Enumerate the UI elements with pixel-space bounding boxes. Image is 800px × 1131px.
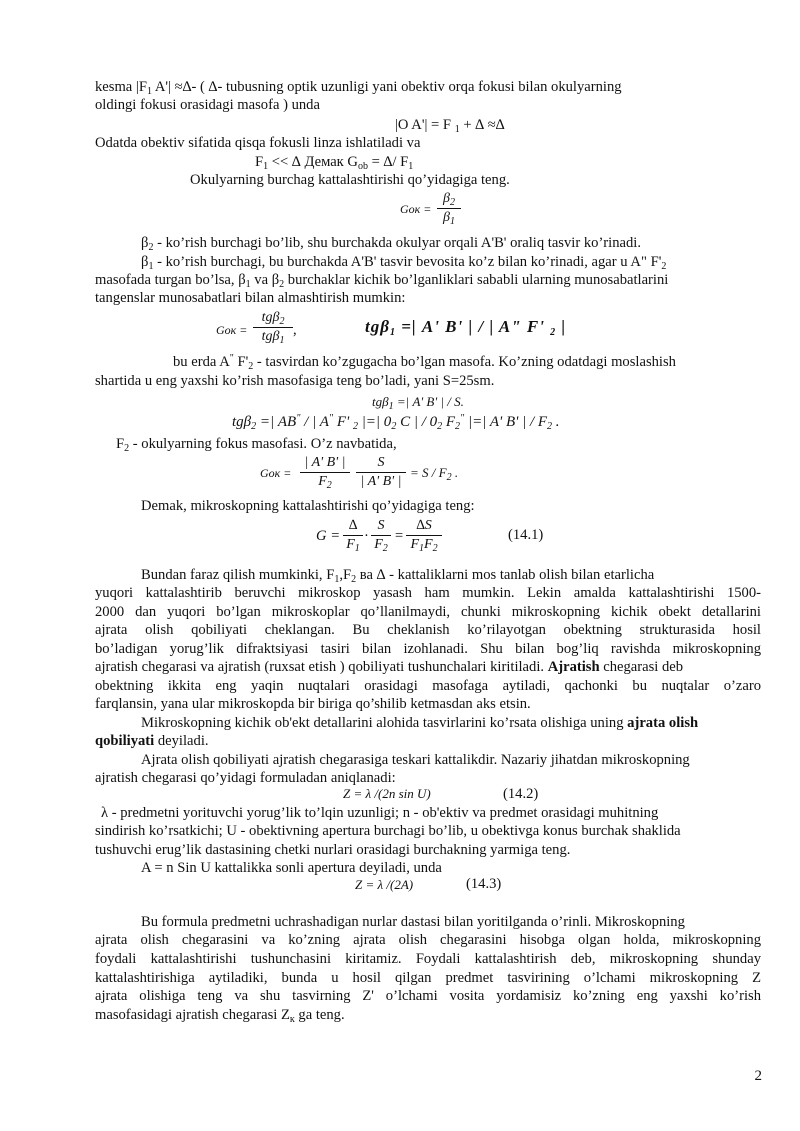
text-line: $\beta_2$ - ko’rish burchagi bo’lib, shu burchakda okulyar orqali A'B' oraliq tasvir ko’rinadi.: [141, 235, 641, 253]
formula-gok2-lhs: Gок =: [216, 323, 248, 337]
text-line: Mikroskopning kichik ob'ekt detallarini alohida tasvirlarini ko’rsata olishiga uning ajrata olish: [141, 715, 699, 731]
formula-tgb1-s: tgβ$_1$ =| A' B' | / S.: [372, 394, 464, 412]
formula-z1: Z = λ /(2n sin U): [343, 786, 431, 801]
text-line: tushuvchi erug’lik dastasining chetki nurlari orasidagi burchakning yarmiga teng.: [95, 842, 571, 858]
text-line: λ - predmetni yorituvchi yorug’lik to’lqin uzunligi; n - ob'ektiv va predmet orasidagi muhitning: [101, 805, 659, 821]
formula-gok2-tail: ,: [293, 322, 297, 338]
formula-g-fraction-1: ∆ $F_1$: [343, 518, 363, 553]
formula-gob: $F_1$ << ∆ Демак $G_{ob}$ = ∆/ $F_1$: [255, 154, 414, 172]
formula-tgb1: tgβ$_1$ =| A' B' | / | A" F' $_2$ |: [365, 317, 567, 338]
text-line: Demak, mikroskopning kattalashtirishi qo’yidagiga teng:: [141, 498, 475, 514]
text-line: Ajrata olish qobiliyati ajratish chegarasiga teskari kattalikdir. Nazariy jihatdan mikroskopning: [141, 752, 690, 768]
text-line: kesma $|F_1$ A'| ≈∆- ( ∆- tubusning optik uzunligi yani obektiv orqa fokusi bilan okulyarning: [95, 79, 622, 97]
formula-tgb2: tgβ$_2$ =| AB" / | A" F' $_2$ |=| $0_2$ C | / $0_2$ $F_2^"$ |=| A' B' | / $F_2$ .: [232, 413, 560, 432]
formula-oa: |O A'| = F $_1$ + ∆ ≈∆: [395, 117, 505, 135]
text-line: obektning ikkita eng yaqin nuqtalari orasidagi masofaga aytiladi, qachonki bu nuqtalar o’zaro: [95, 678, 761, 694]
formula-gok3-fraction-2: S | A' B' |: [356, 455, 406, 490]
text-line: Odatda obektiv sifatida qisqa fokusli linza ishlatiladi va: [95, 135, 421, 151]
text-line: qobiliyati deyiladi.: [95, 733, 209, 749]
formula-g-dot: ·: [364, 528, 369, 544]
text-line: sindirish ko’rsatkichi; U - obektivning apertura burchagi bo’lib, u obektivga konus burchak shaklida: [95, 823, 681, 839]
text-line: ajrata olishiga teng va shu tasvirning Z' o’lchami vosita yordamisiz ko’zning eng yaxshi ko’rish: [95, 988, 761, 1004]
text-line: ajrata olish qobiliyati cheklangan. Bu cheklanish ko’rilayotgan obektning strukturasida hosil: [95, 622, 761, 638]
text-line: Bundan faraz qilish mumkinki, $F_1,F_2$ ва ∆ - kattaliklarni mos tanlab olish bilan etarlicha: [141, 567, 655, 585]
term-ajrata-olish: ajrata olish: [627, 715, 699, 731]
formula-z2: Z = λ /(2A): [355, 877, 414, 892]
formula-gok-fraction: $\beta_2$ $\beta_1$: [437, 191, 461, 226]
text-line: farqlansin, yana ular mikroskopda bir biriga qo’shilib ketmasdan aks etsin.: [95, 696, 531, 712]
formula-g-lhs: G =: [316, 528, 341, 544]
text-line: A = n Sin U kattalikka sonli apertura deyiladi, unda: [141, 860, 442, 876]
text-line: shartida u eng yaxshi ko’rish masofasiga teng bo’ladi, yani S=25sm.: [95, 373, 495, 389]
text-line: bu erda A" $F'_2$ - tasvirdan ko’zgugacha bo’lgan masofa. Ko’zning odatdagi moslashish: [173, 353, 676, 372]
text-line: $\beta_1$ - ko’rish burchagi, bu burchakda A'B' tasvir bevosita ko’z bilan ko’rinadi, agar u A" $F'_2$: [141, 254, 667, 272]
term-qobiliyati: qobiliyati: [95, 733, 155, 749]
text-line: 2000 dan yuqori bo’lgan mikroskoplar qo’llanilmaydi, chunki mikroskopning kichik obekt detallarini: [95, 604, 761, 620]
text-line: ajratish chegarasi va ajratish (ruxsat etish ) qobiliyati tushunchalari kiritiladi. Ajratish chegarasi deb: [95, 659, 684, 675]
text-line: foydali kattalashtirishi tushunchasini kiritamiz. Foydali kattalashtirish deb, mikroskopning shunday: [95, 951, 761, 967]
text-line: kattalashtirishiga aytiladiki, bunda u hosil qilgan predmet tasvirining o’lchami mikroskopning Z: [95, 970, 761, 986]
formula-gok-lhs: Gок =: [400, 202, 432, 216]
text-line: ajratish chegarasi qo’yidagi formuladan aniqlanadi:: [95, 770, 396, 786]
text-line: yuqori kattalashtirib beruvchi mikroskop yasash ham mumkin. Lekin amalda kattalashtirishi 1500-: [95, 585, 761, 601]
formula-gok2-fraction: tgβ$_2$ tgβ$_1$: [253, 310, 293, 345]
text-line: tangenslar munosabatlari bilan almashtirish mumkin:: [95, 290, 406, 306]
page-number: 2: [754, 1068, 762, 1084]
text-line: Okulyarning burchag kattalashtirishi qo’yidagiga teng.: [190, 172, 510, 188]
equation-number-14-2: (14.2): [503, 786, 539, 802]
equation-number-14-1: (14.1): [508, 527, 544, 543]
text-line: oldingi fokusi orasidagi masofa ) unda: [95, 97, 320, 113]
formula-gok3-fraction-1: | A' B' | $F_2$: [300, 455, 350, 490]
text-line: $F_2$ - okulyarning fokus masofasi. O’z navbatida,: [116, 436, 397, 454]
formula-g-fraction-2: S $F_2$: [371, 518, 391, 553]
formula-g-eq: =: [394, 528, 404, 544]
text-line: masofasidagi ajratish chegarasi $Z_к$ ga teng.: [95, 1007, 345, 1025]
text-line: ajrata olish chegarasini va ko’zning ajrata olish chegarasini hisobga olgan holda, mikroskopning: [95, 932, 761, 948]
term-ajratish: Ajratish: [547, 659, 600, 675]
text-line: masofada turgan bo’lsa, $\beta_1$ va $\beta_2$ burchaklar kichik bo’lganliklari sababli ularning munosabatlarini: [95, 272, 669, 290]
formula-gok3-tail: = S / $F_2$ .: [410, 465, 459, 483]
text-line: Bu formula predmetni uchrashadigan nurlar dastasi bilan yoritilganda o’rinli. Mikroskopning: [141, 914, 685, 930]
text-line: bo’ladigan yorug’lik difraktsiyasi tasiri bilan izohlanadi. Shu bilan bog’liq ravishda mikroskopning: [95, 641, 761, 657]
formula-gok3-lhs: Gок =: [260, 466, 292, 480]
equation-number-14-3: (14.3): [466, 876, 502, 892]
formula-g-fraction-3: ∆S $F_1F_2$: [406, 518, 442, 553]
